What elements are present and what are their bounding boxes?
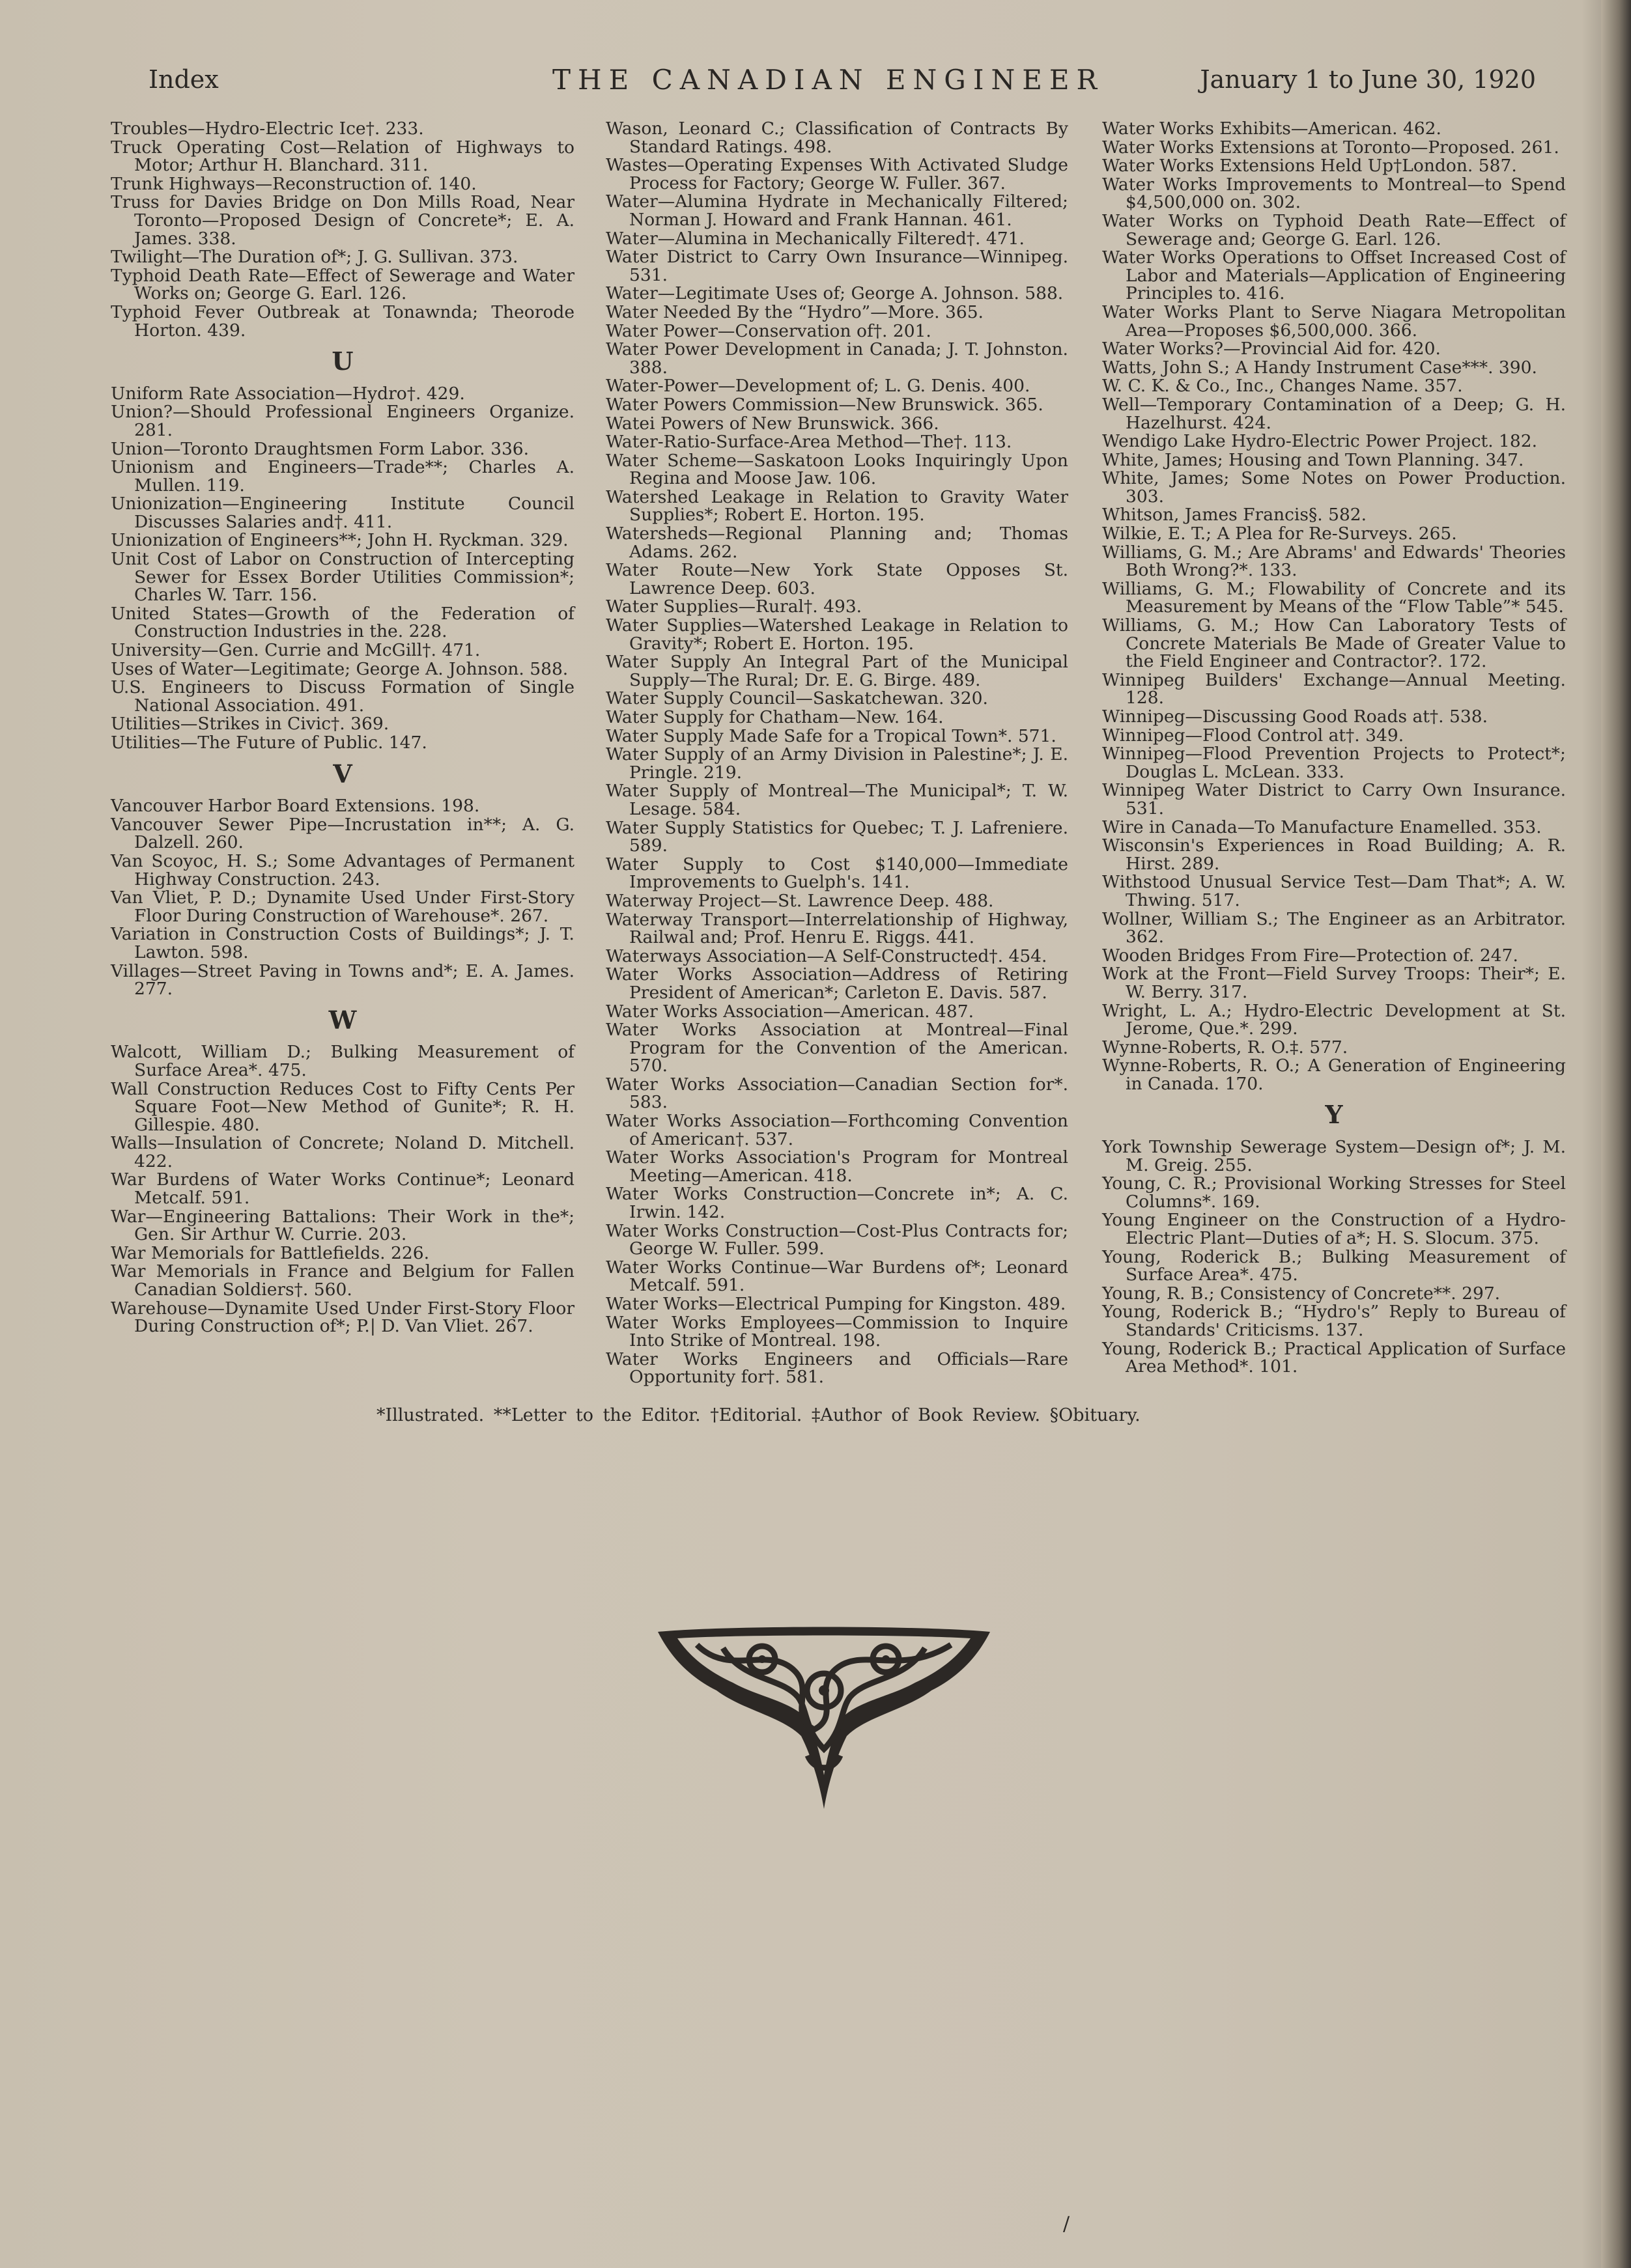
index-entry: Villages—Street Paving in Towns and*; E. A. James. 277. bbox=[111, 960, 574, 1000]
index-letter-heading: U bbox=[332, 346, 354, 376]
index-letter-heading: W bbox=[328, 1005, 357, 1035]
index-entry: Water Works Engineers and Officials—Rare Opportunity for†. 581. bbox=[606, 1349, 1068, 1388]
index-entry: Utilities—The Future of Public. 147. bbox=[111, 733, 427, 753]
index-entry: Wynne-Roberts, R. O.; A Generation of Engineering in Canada. 170. bbox=[1102, 1056, 1566, 1094]
header-date-range: January 1 to June 30, 1920 bbox=[1200, 65, 1536, 94]
index-entry: Water Works Association—Forthcoming Convention of American†. 537. bbox=[606, 1111, 1068, 1149]
index-entry: Water Works Association at Montreal—Final Program for the Convention of the American. 570. bbox=[606, 1020, 1068, 1076]
index-entry: W. C. K. & Co., Inc., Changes Name. 357. bbox=[1102, 376, 1463, 397]
index-entry: Wilkie, E. T.; A Plea for Re-Surveys. 265. bbox=[1102, 524, 1457, 544]
index-entry: Vancouver Harbor Board Extensions. 198. bbox=[111, 796, 480, 817]
index-entry: Water Works Extensions at Toronto—Proposed. 261. bbox=[1102, 137, 1559, 158]
index-entry: Trunk Highways—Reconstruction of. 140. bbox=[111, 173, 477, 194]
index-entry: U.S. Engineers to Discuss Formation of Single National Association. 491. bbox=[111, 677, 574, 716]
index-entry: Watei Powers of New Brunswick. 366. bbox=[606, 413, 939, 434]
index-entry: Water Powers Commission—New Brunswick. 365. bbox=[606, 394, 1043, 415]
index-entry: Walcott, William D.; Bulking Measurement of Surface Area*. 475. bbox=[111, 1042, 574, 1080]
index-entry: Water Works Association—American. 487. bbox=[606, 1001, 974, 1022]
index-entry: Water Works Improvements to Montreal—to Spend $4,500,000 on. 302. bbox=[1102, 174, 1566, 213]
index-entry: Uses of Water—Legitimate; George A. Johnson. 588. bbox=[111, 658, 569, 679]
index-entry: Wright, L. A.; Hydro-Electric Development at St. Jerome, Que.*. 299. bbox=[1102, 1000, 1566, 1039]
index-entry: Williams, G. M.; Flowability of Concrete and its Measurement by Means of the “Flow Table”* 545. bbox=[1102, 578, 1566, 617]
index-entry: Young, Roderick B.; “Hydro's” Reply to Bureau of Standards' Criticisms. 137. bbox=[1102, 1302, 1566, 1340]
index-entry: Water Needed By the “Hydro”—More. 365. bbox=[606, 301, 984, 322]
index-entry: York Township Sewerage System—Design of*; J. M. M. Greig. 255. bbox=[1102, 1137, 1566, 1175]
footnote-legend: *Illustrated. **Letter to the Editor. †Editorial. ‡Author of Book Review. §Obituary. bbox=[376, 1405, 1141, 1425]
index-entry: Water Works Exhibits—American. 462. bbox=[1102, 119, 1441, 139]
index-entry: Young, Roderick B.; Bulking Measurement of Surface Area*. 475. bbox=[1102, 1246, 1566, 1285]
header-journal-title: THE CANADIAN ENGINEER bbox=[552, 64, 1105, 96]
index-entry: Truck Operating Cost—Relation of Highways to Motor; Arthur H. Blanchard. 311. bbox=[111, 137, 574, 176]
index-entry: Well—Temporary Contamination of a Deep; G. H. Hazelhurst. 424. bbox=[1102, 394, 1566, 433]
index-entry: Unionism and Engineers—Trade**; Charles A. Mullen. 119. bbox=[111, 457, 574, 496]
index-entry: Wooden Bridges From Fire—Protection of. 247. bbox=[1102, 945, 1518, 966]
index-entry: Water Works Association's Program for Montreal Meeting—American. 418. bbox=[606, 1147, 1068, 1186]
index-entry: Water Works on Typhoid Death Rate—Effect of Sewerage and; George G. Earl. 126. bbox=[1102, 210, 1566, 249]
index-entry: Wollner, William S.; The Engineer as an Arbitrator. 362. bbox=[1102, 908, 1566, 947]
index-entry: Winnipeg Water District to Carry Own Insurance. 531. bbox=[1102, 780, 1566, 819]
index-entry: Variation in Construction Costs of Buildings*; J. T. Lawton. 598. bbox=[111, 924, 574, 962]
index-entry: University—Gen. Currie and McGill†. 471. bbox=[111, 640, 481, 661]
index-column-3 bbox=[1102, 120, 1566, 1377]
stray-ink-mark: / bbox=[1063, 2213, 1070, 2235]
index-letter-heading: Y bbox=[1325, 1100, 1343, 1130]
index-entry: Young, R. B.; Consistency of Concrete**. 297. bbox=[1102, 1283, 1501, 1304]
index-entry: Unit Cost of Labor on Construction of Intercepting Sewer for Essex Border Utilities Commission*; Charles W. Tarr. 156. bbox=[111, 549, 574, 606]
index-entry: Water Works Continue—War Burdens of*; Leonard Metcalf. 591. bbox=[606, 1257, 1068, 1296]
index-entry: Wire in Canada—To Manufacture Enamelled. 353. bbox=[1102, 817, 1542, 837]
index-entry: Van Vliet, P. D.; Dynamite Used Under First-Story Floor During Construction of Warehouse*. 267. bbox=[111, 888, 574, 926]
index-entry: Water-Ratio-Surface-Area Method—The†. 113. bbox=[606, 432, 1012, 453]
index-entry: Vancouver Sewer Pipe—Incrustation in**; A. G. Dalzell. 260. bbox=[111, 814, 574, 853]
index-entry: Water—Legitimate Uses of; George A. Johnson. 588. bbox=[606, 283, 1064, 304]
index-entry: Watershed Leakage in Relation to Gravity Water Supplies*; Robert E. Horton. 195. bbox=[606, 486, 1068, 525]
index-entry: Water—Alumina in Mechanically Filtered†. 471. bbox=[606, 228, 1025, 249]
index-entry: War Memorials in France and Belgium for Fallen Canadian Soldiers†. 560. bbox=[111, 1261, 574, 1300]
index-entry: Unionization—Engineering Institute Council Discusses Salaries and†. 411. bbox=[111, 494, 574, 532]
index-entry: Water Works Plant to Serve Niagara Metropolitan Area—Proposes $6,500,000. 366. bbox=[1102, 301, 1566, 341]
index-entry: Watts, John S.; A Handy Instrument Case***. 390. bbox=[1102, 357, 1537, 378]
index-entry: Water Power Development in Canada; J. T. Johnston. 388. bbox=[606, 339, 1068, 378]
running-header bbox=[149, 60, 1536, 105]
index-entry: Union—Toronto Draughtsmen Form Labor. 336. bbox=[111, 438, 530, 459]
index-entry: Walls—Insulation of Concrete; Noland D. Mitchell. 422. bbox=[111, 1133, 574, 1171]
index-entry: Water Power—Conservation of†. 201. bbox=[606, 320, 931, 341]
index-entry: Truss for Davies Bridge on Don Mills Road, Near Toronto—Proposed Design of Concrete*; E. A. James. 338. bbox=[111, 192, 574, 249]
index-column-2 bbox=[606, 120, 1068, 1387]
index-entry: Waterway Transport—Interrelationship of Highway, Railwal and; Prof. Henru E. Riggs. 441. bbox=[606, 909, 1068, 948]
index-entry: Young, Roderick B.; Practical Application of Surface Area Method*. 101. bbox=[1102, 1338, 1566, 1377]
index-entry: Winnipeg Builders' Exchange—Annual Meeting. 128. bbox=[1102, 669, 1566, 708]
index-entry: Utilities—Strikes in Civic†. 369. bbox=[111, 714, 390, 735]
index-entry: Water Supply for Chatham—New. 164. bbox=[606, 707, 944, 727]
index-entry: Winnipeg—Flood Control at†. 349. bbox=[1102, 725, 1404, 746]
index-entry: War Memorials for Battlefields. 226. bbox=[111, 1242, 429, 1263]
index-entry: Young, C. R.; Provisional Working Stresses for Steel Columns*. 169. bbox=[1102, 1173, 1566, 1212]
index-entry: Waterways Association—A Self-Constructed†. 454. bbox=[606, 945, 1047, 966]
index-entry: War—Engineering Battalions: Their Work in the*; Gen. Sir Arthur W. Currie. 203. bbox=[111, 1206, 574, 1245]
index-entry: Troubles—Hydro-Electric Ice†. 233. bbox=[111, 119, 424, 139]
index-entry: Water Supply Made Safe for a Tropical Town*. 571. bbox=[606, 725, 1057, 746]
index-entry: Uniform Rate Association—Hydro†. 429. bbox=[111, 383, 465, 404]
index-entry: Union?—Should Professional Engineers Organize. 281. bbox=[111, 402, 574, 440]
index-entry: Warehouse—Dynamite Used Under First-Story Floor During Construction of*; P.| D. Van Vliet. 267. bbox=[111, 1298, 574, 1337]
index-entry: Water Works Construction—Concrete in*; A. C. Irwin. 142. bbox=[606, 1184, 1068, 1223]
index-entry: Water Works Association—Address of Retiring President of American*; Carleton E. Davis. 587. bbox=[606, 964, 1068, 1003]
header-section-label: Index bbox=[149, 65, 219, 94]
index-entry: Young Engineer on the Construction of a Hydro-Electric Plant—Duties of a*; H. S. Slocum. 375. bbox=[1102, 1210, 1566, 1249]
index-entry: Water Supplies—Watershed Leakage in Relation to Gravity*; Robert E. Horton. 195. bbox=[606, 615, 1068, 654]
index-entry: Water Supply to Cost $140,000—Immediate Improvements to Guelph's. 141. bbox=[606, 854, 1068, 893]
index-column-1 bbox=[111, 120, 574, 1336]
index-entry: Winnipeg—Flood Prevention Projects to Protect*; Douglas L. McLean. 333. bbox=[1102, 744, 1566, 782]
index-entry: Typhoid Death Rate—Effect of Sewerage and Water Works on; George G. Earl. 126. bbox=[111, 265, 574, 304]
index-letter-heading: V bbox=[333, 759, 352, 789]
index-entry: Whitson, James Francis§. 582. bbox=[1102, 505, 1367, 525]
index-entry: Water Works Operations to Offset Increased Cost of Labor and Materials—Application of Engineering Principles to. 416. bbox=[1102, 247, 1566, 304]
index-entry: Williams, G. M.; How Can Laboratory Tests of Concrete Materials Be Made of Greater Value to the Field Engineer and Contractor?. 172. bbox=[1102, 615, 1566, 672]
index-entry: Wendigo Lake Hydro-Electric Power Project. 182. bbox=[1102, 431, 1538, 452]
index-entry: Wall Construction Reduces Cost to Fifty Cents Per Square Foot—New Method of Gunite*; R. H. Gillespie. 480. bbox=[111, 1078, 574, 1135]
binding-spine bbox=[1601, 0, 1631, 2268]
index-entry: Watersheds—Regional Planning and; Thomas Adams. 262. bbox=[606, 524, 1068, 562]
index-entry: Winnipeg—Discussing Good Roads at†. 538. bbox=[1102, 707, 1488, 727]
index-entry: Water Supply of Montreal—The Municipal*; T. W. Lesage. 584. bbox=[606, 781, 1068, 819]
celtic-knot-ornament-icon bbox=[651, 1619, 997, 1814]
index-entry: Wastes—Operating Expenses With Activated Sludge Process for Factory; George W. Fuller. 367. bbox=[606, 155, 1068, 193]
index-entry: Water Works Employees—Commission to Inquire Into Strike of Montreal. 198. bbox=[606, 1312, 1068, 1351]
index-entry: Water District to Carry Own Insurance—Winnipeg. 531. bbox=[606, 247, 1068, 285]
index-entry: Work at the Front—Field Survey Troops: Their*; E. W. Berry. 317. bbox=[1102, 964, 1566, 1002]
index-entry: Water-Power—Development of; L. G. Denis. 400. bbox=[606, 376, 1030, 397]
index-entry: White, James; Some Notes on Power Production. 303. bbox=[1102, 468, 1566, 507]
index-entry: White, James; Housing and Town Planning. 347. bbox=[1102, 449, 1524, 470]
index-entry: Waterway Project—St. Lawrence Deep. 488. bbox=[606, 890, 994, 911]
index-entry: Water—Alumina Hydrate in Mechanically Filtered; Norman J. Howard and Frank Hannan. 461. bbox=[606, 191, 1068, 230]
index-entry: Water Supply Statistics for Quebec; T. J. Lafreniere. 589. bbox=[606, 817, 1068, 856]
index-entry: Twilight—The Duration of*; J. G. Sullivan. 373. bbox=[111, 247, 518, 268]
index-entry: War Burdens of Water Works Continue*; Leonard Metcalf. 591. bbox=[111, 1169, 574, 1209]
index-entry: Unionization of Engineers**; John H. Ryckman. 329. bbox=[111, 530, 569, 551]
index-entry: Water Supply of an Army Division in Palestine*; J. E. Pringle. 219. bbox=[606, 744, 1068, 783]
index-entry: Water Works—Electrical Pumping for Kingston. 489. bbox=[606, 1294, 1066, 1314]
index-entry: Water Scheme—Saskatoon Looks Inquiringly Upon Regina and Moose Jaw. 106. bbox=[606, 450, 1068, 489]
index-entry: Typhoid Fever Outbreak at Tonawnda; Theorode Horton. 439. bbox=[111, 301, 574, 341]
index-entry: Wisconsin's Experiences in Road Building; A. R. Hirst. 289. bbox=[1102, 835, 1566, 874]
index-entry: Withstood Unusual Service Test—Dam That*; A. W. Thwing. 517. bbox=[1102, 872, 1566, 910]
index-entry: United States—Growth of the Federation of Construction Industries in the. 228. bbox=[111, 603, 574, 642]
index-entry: Wynne-Roberts, R. O.‡. 577. bbox=[1102, 1037, 1348, 1057]
index-entry: Water Works Extensions Held Up†London. 587. bbox=[1102, 156, 1517, 176]
index-entry: Van Scoyoc, H. S.; Some Advantages of Permanent Highway Construction. 243. bbox=[111, 850, 574, 889]
index-entry: Water Works Construction—Cost-Plus Contracts for; George W. Fuller. 599. bbox=[606, 1220, 1068, 1259]
index-entry: Williams, G. M.; Are Abrams' and Edwards' Theories Both Wrong?*. 133. bbox=[1102, 542, 1566, 581]
index-entry: Water Works Association—Canadian Section for*. 583. bbox=[606, 1074, 1068, 1113]
index-entry: Water Supplies—Rural†. 493. bbox=[606, 596, 862, 617]
index-entry: Water Works?—Provincial Aid for. 420. bbox=[1102, 339, 1441, 359]
index-entry: Water Supply Council—Saskatchewan. 320. bbox=[606, 688, 988, 709]
index-entry: Water Route—New York State Opposes St. Lawrence Deep. 603. bbox=[606, 560, 1068, 598]
index-entry: Wason, Leonard C.; Classification of Contracts By Standard Ratings. 498. bbox=[606, 119, 1068, 157]
index-entry: Water Supply An Integral Part of the Municipal Supply—The Rural; Dr. E. G. Birge. 489. bbox=[606, 652, 1068, 690]
